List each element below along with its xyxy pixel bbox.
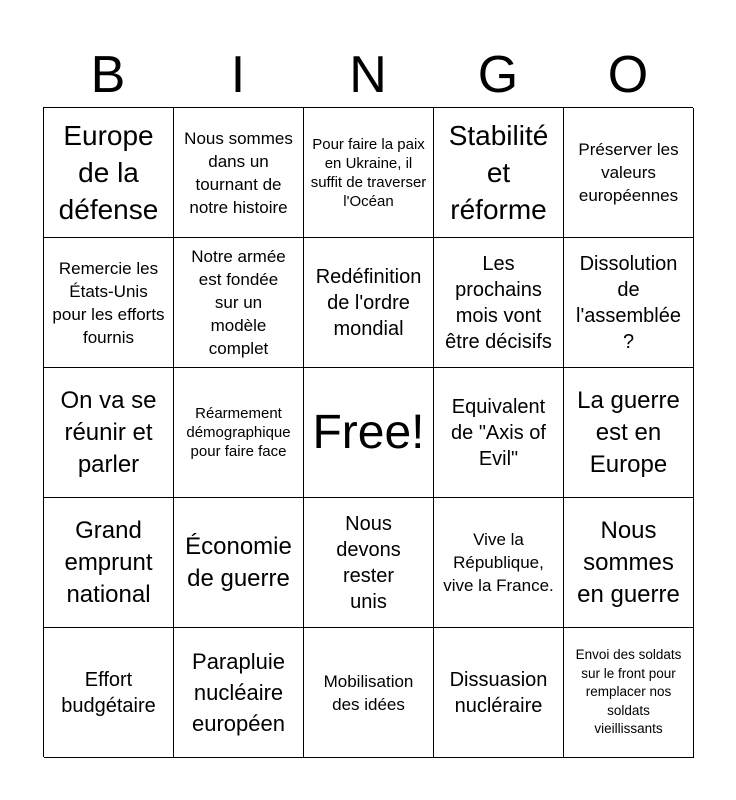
cell-text: Stabilité et réforme (448, 120, 549, 225)
bingo-cell-r5-c4[interactable] (434, 628, 564, 758)
bingo-header (43, 40, 693, 110)
bingo-cell-r2-c4[interactable] (434, 238, 564, 368)
cell-text: Dissolution de l'assemblée ? (576, 252, 681, 353)
bingo-cell-r4-c4[interactable] (434, 498, 564, 628)
bingo-cell-r1-c2[interactable] (174, 108, 304, 238)
bingo-cell-r4-c5[interactable] (564, 498, 694, 628)
cell-text: Notre armée est fondée sur un modèle complet (191, 247, 286, 358)
header-letter-i: I (230, 46, 246, 104)
bingo-cell-r1-c1[interactable] (44, 108, 174, 238)
cell-text: Nous devons rester unis (336, 512, 401, 613)
bingo-cell-r2-c2[interactable] (174, 238, 304, 368)
bingo-cell-r3-c5[interactable] (564, 368, 694, 498)
bingo-cell-r5-c5[interactable] (564, 628, 694, 758)
bingo-cell-r3-c4[interactable] (434, 368, 564, 498)
bingo-cell-r3-c3[interactable] (304, 368, 434, 498)
cell-text: Nous sommes en guerre (577, 516, 680, 608)
cell-text: Dissuasion nucléraire (449, 668, 548, 717)
bingo-cell-r1-c4[interactable] (434, 108, 564, 238)
bingo-cell-r1-c5[interactable] (564, 108, 694, 238)
bingo-cell-r3-c2[interactable] (174, 368, 304, 498)
cell-text: Europe de la défense (58, 120, 159, 225)
cell-text: La guerre est en Europe (577, 386, 680, 478)
bingo-cell-r1-c3[interactable] (304, 108, 434, 238)
header-letter-n: N (349, 46, 387, 104)
bingo-cell-r2-c5[interactable] (564, 238, 694, 368)
cell-text: Effort budgétaire (61, 668, 156, 717)
cell-text: Économie de guerre (185, 532, 292, 592)
cell-text: Vive la République, vive la France. (443, 530, 554, 595)
bingo-cell-r4-c1[interactable] (44, 498, 174, 628)
cell-text: Nous sommes dans un tournant de notre histoire (184, 128, 293, 217)
bingo-cell-r5-c2[interactable] (174, 628, 304, 758)
cell-text: Equivalent de "Axis of Evil" (451, 395, 546, 470)
bingo-cell-r5-c3[interactable] (304, 628, 434, 758)
cell-text: Pour faire la paix en Ukraine, il suffit de traverser l'Océan (310, 135, 427, 210)
bingo-cell-r4-c2[interactable] (174, 498, 304, 628)
cell-text: Grand emprunt national (64, 516, 153, 608)
bingo-cell-r2-c3[interactable] (304, 238, 434, 368)
cell-text: On va se réunir et parler (60, 386, 157, 478)
header-letter-o: O (607, 46, 649, 104)
bingo-cell-r4-c3[interactable] (304, 498, 434, 628)
cell-text: Envoi des soldats sur le front pour remplacer nos soldats vieillissants (575, 647, 682, 737)
bingo-cell-r5-c1[interactable] (44, 628, 174, 758)
bingo-cell-r3-c1[interactable] (44, 368, 174, 498)
cell-text: Parapluie nucléaire européen (192, 649, 285, 736)
bingo-cell-r2-c1[interactable] (44, 238, 174, 368)
cell-text: Redéfinition de l'ordre mondial (315, 265, 422, 340)
cell-text: Remercie les États-Unis pour les efforts fournis (52, 258, 165, 347)
cell-text: Préserver les valeurs européennes (578, 140, 679, 205)
cell-text: Mobilisation des idées (323, 671, 414, 714)
header-letter-g: G (477, 46, 519, 104)
header-letter-b: B (90, 46, 126, 104)
free-space: Free! (312, 405, 425, 459)
cell-text: Les prochains mois vont être décisifs (445, 252, 552, 353)
bingo-board (43, 107, 693, 757)
cell-text: Réarmement démographique pour faire face (186, 405, 291, 460)
